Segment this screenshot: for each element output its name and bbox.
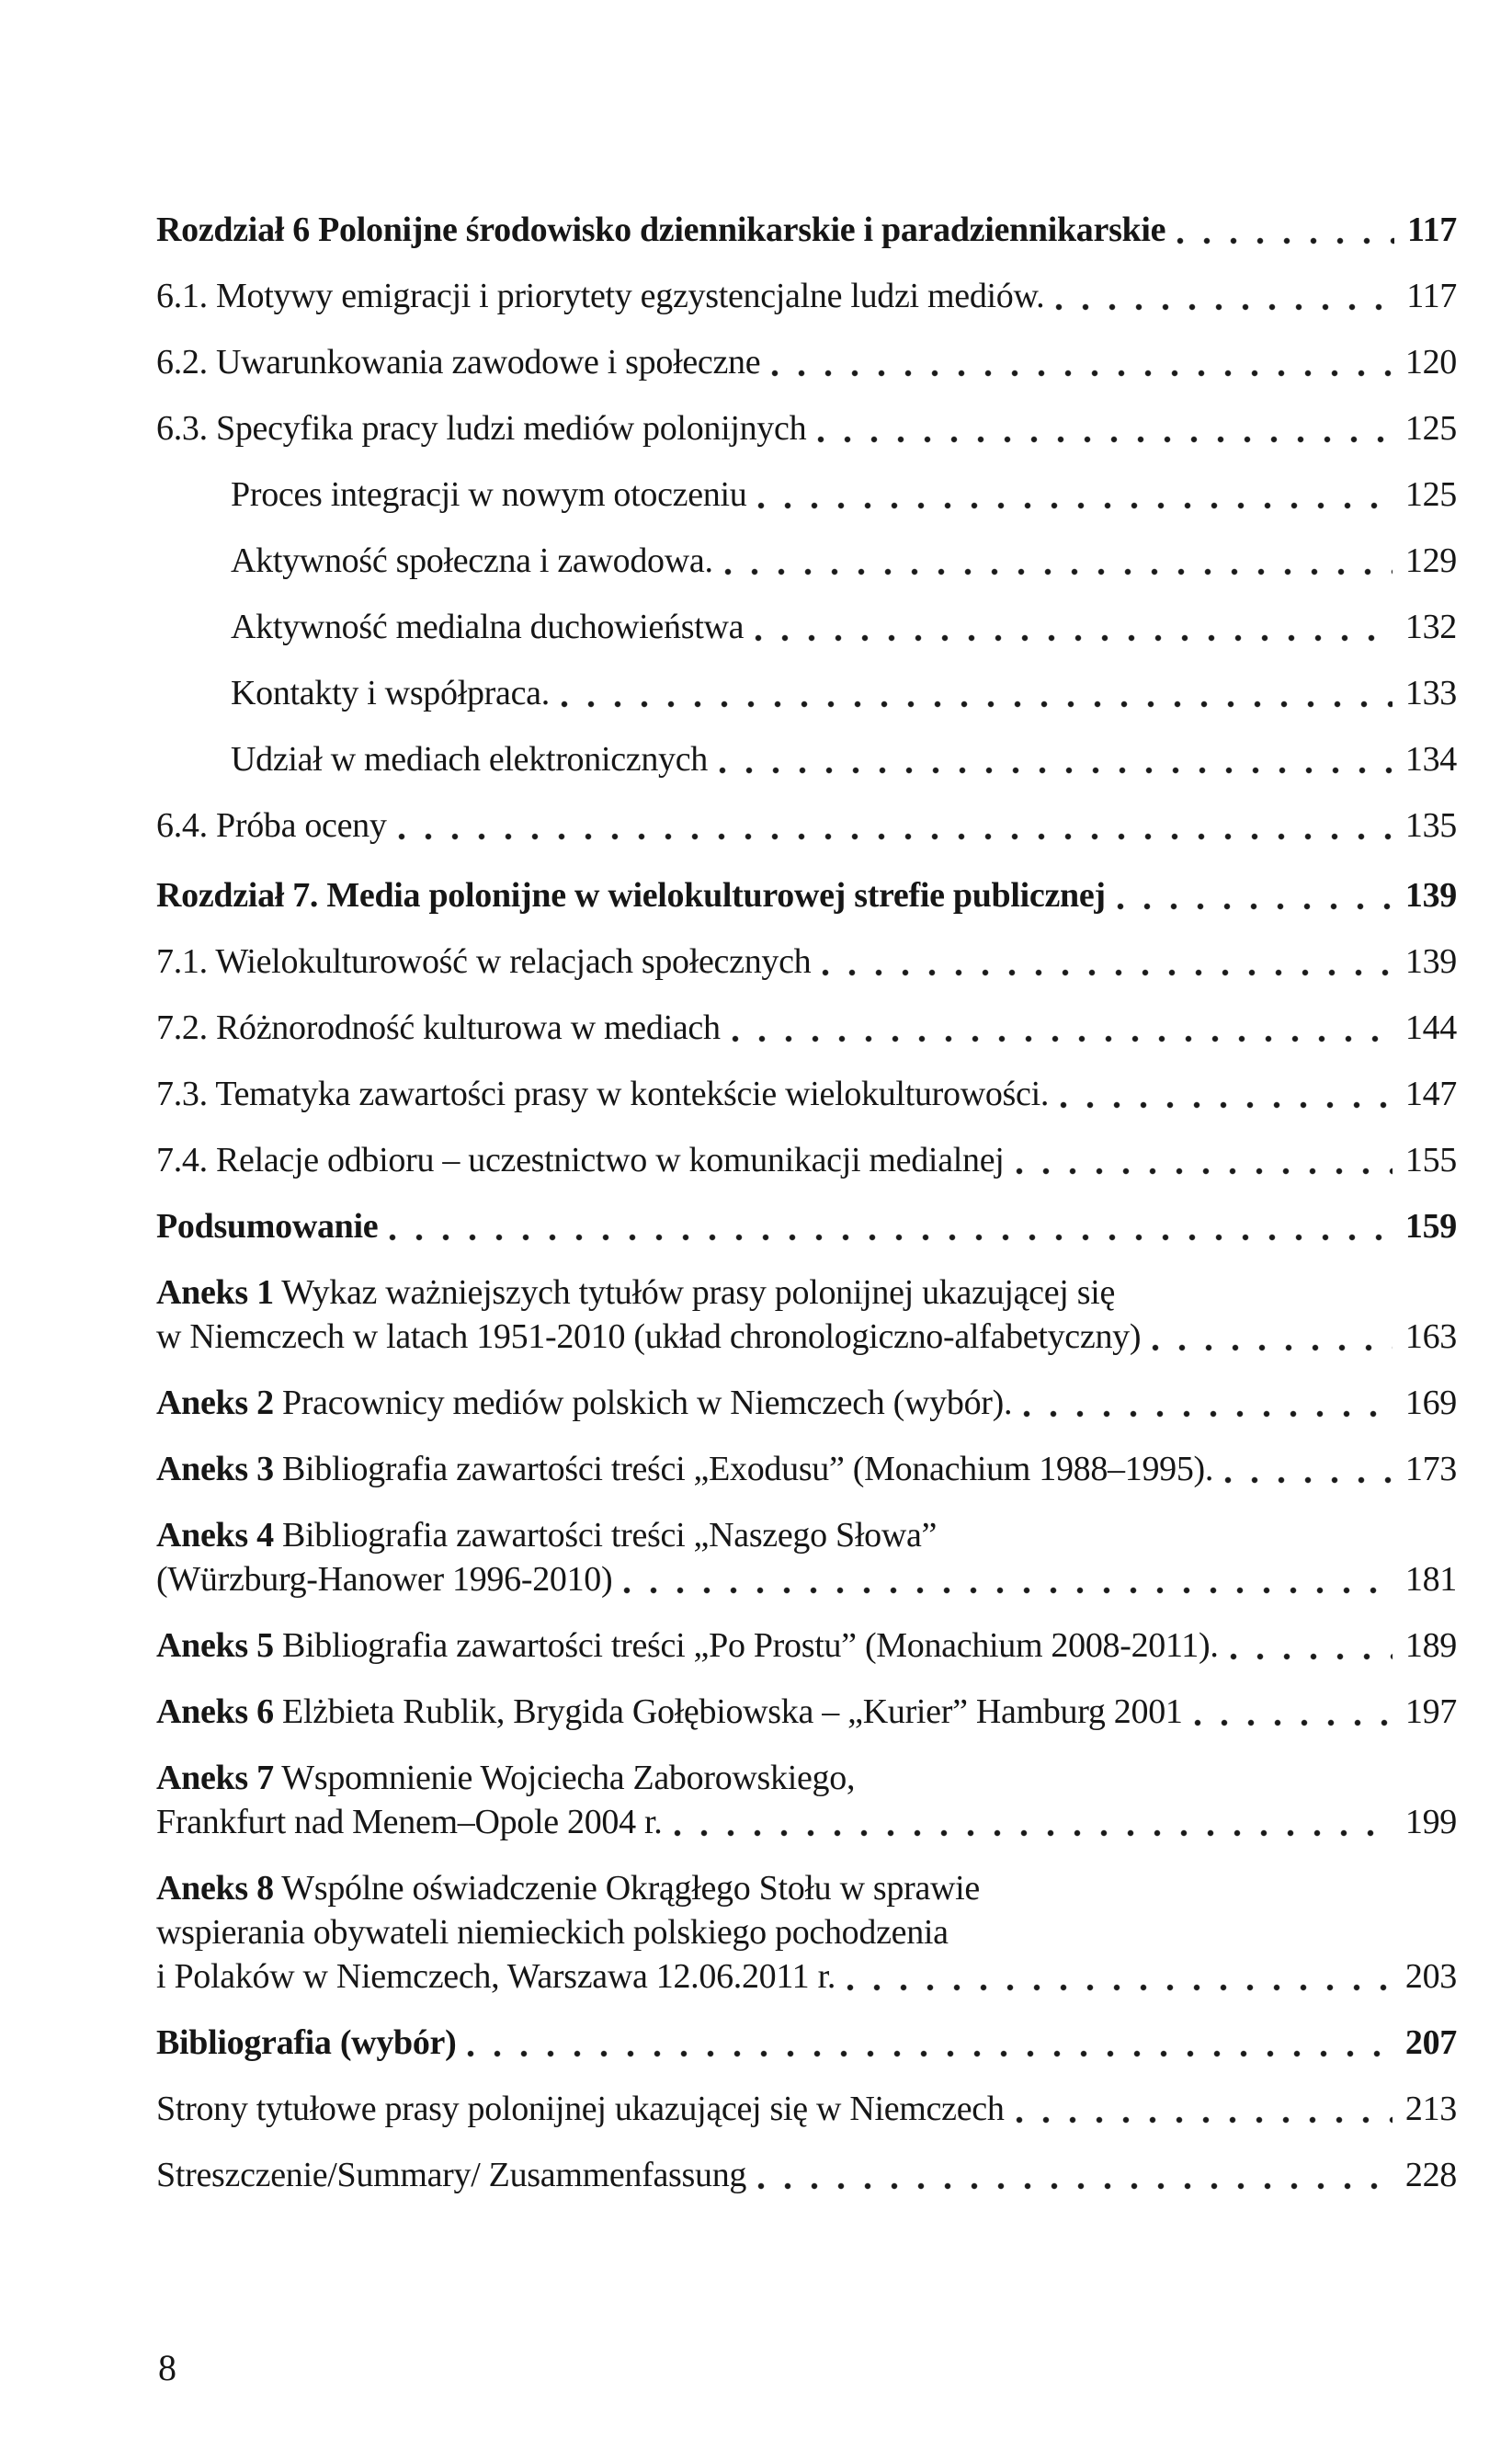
entry-text: wspierania obywateli niemieckich polskiego pochodzenia: [156, 1913, 949, 1952]
entry-text: Strony tytułowe prasy polonijnej ukazującej się w Niemczech: [156, 2090, 1005, 2128]
toc-entry-line: [156, 2021, 1457, 2065]
page-number: 133: [1404, 674, 1457, 712]
dot-leader: [1194, 1690, 1393, 1734]
toc-entry-line: [156, 1513, 1457, 1557]
toc-entry-line: [156, 1072, 1457, 1116]
entry-text: Aneks 5 Bibliografia zawartości treści „Po Prostu” (Monachium 2008-2011).: [156, 1626, 1219, 1665]
page-number: 125: [1404, 475, 1457, 514]
dot-leader: [1055, 274, 1393, 318]
page-number: 125: [1404, 409, 1457, 448]
dot-leader: [1016, 2087, 1393, 2131]
toc-entry-line: [156, 873, 1457, 917]
entry-text: i Polaków w Niemczech, Warszawa 12.06.2011 r.: [156, 1957, 836, 1996]
dot-leader: [561, 671, 1393, 715]
entry-text: [156, 873, 1106, 917]
entry-text: Aneks 8 Wspólne oświadczenie Okrągłego Stołu w sprawie: [156, 1869, 980, 1908]
dot-leader: [724, 539, 1393, 583]
entry-text: Frankfurt nad Menem–Opole 2004 r.: [156, 1803, 663, 1841]
entry-prefix: Aneks 3: [156, 1450, 274, 1488]
dot-leader: [755, 605, 1393, 649]
entry-text: 6.4. Próba oceny: [156, 806, 387, 845]
entry-text: [156, 2021, 456, 2065]
entry-text: 7.2. Różnorodność kulturowa w mediach: [156, 1008, 721, 1047]
toc-subentry-line: [156, 737, 1457, 781]
page-number: 189: [1404, 1626, 1457, 1665]
page-number: 144: [1404, 1008, 1457, 1047]
dot-leader: [674, 1800, 1393, 1844]
toc-entry-line: [156, 1006, 1457, 1050]
entry-text: w Niemczech w latach 1951-2010 (układ chronologiczno-alfabetyczny): [156, 1317, 1142, 1356]
dot-leader: [817, 406, 1393, 450]
page-number: 181: [1404, 1560, 1457, 1599]
folio-page-number: 8: [158, 2347, 176, 2388]
dot-leader: [1016, 1138, 1393, 1182]
toc-entry-continuation: [156, 1910, 1457, 1954]
toc-entry-line: [156, 1381, 1457, 1425]
dot-leader: [1023, 1381, 1393, 1425]
entry-text: 6.2. Uwarunkowania zawodowe i społeczne: [156, 343, 761, 382]
toc-subentry-line: [156, 473, 1457, 517]
toc-entry-line: [156, 2153, 1457, 2197]
page-number: 159: [1404, 1207, 1457, 1246]
dot-leader: [757, 2153, 1393, 2197]
dot-leader: [1152, 1315, 1393, 1359]
entry-text: 7.1. Wielokulturowość w relacjach społecznych: [156, 942, 812, 981]
entry-prefix: Rozdział 6 Polonijne środowisko dziennikarskie i paradziennikarskie: [156, 211, 1166, 249]
entry-prefix: Aneks 4: [156, 1516, 274, 1555]
entry-text: (Würzburg-Hanower 1996-2010): [156, 1560, 613, 1599]
entry-text: Aneks 3 Bibliografia zawartości treści „Exodusu” (Monachium 1988–1995).: [156, 1450, 1214, 1488]
page-number: 228: [1404, 2156, 1457, 2194]
entry-prefix: Rozdział 7. Media polonijne w wielokulturowej strefie publicznej: [156, 876, 1106, 915]
dot-leader: [1230, 1623, 1393, 1668]
page-number: 163: [1404, 1317, 1457, 1356]
dot-leader: [1177, 208, 1394, 252]
page-number: 213: [1404, 2090, 1457, 2128]
toc-entry-line: [156, 1756, 1457, 1800]
toc-entry-line: [156, 1270, 1457, 1315]
toc-entry-line: [156, 1623, 1457, 1668]
dot-leader: [719, 737, 1393, 781]
toc-entry-continuation: [156, 1315, 1457, 1359]
entry-text: 7.4. Relacje odbioru – uczestnictwo w komunikacji medialnej: [156, 1141, 1005, 1179]
entry-prefix: Aneks 7: [156, 1759, 274, 1797]
page-number: 197: [1404, 1692, 1457, 1731]
entry-text: Aneks 4 Bibliografia zawartości treści „Naszego Słowa”: [156, 1516, 938, 1555]
entry-prefix: Aneks 2: [156, 1384, 274, 1422]
entry-text: Aktywność medialna duchowieństwa: [231, 608, 745, 646]
entry-text: Aneks 7 Wspomnienie Wojciecha Zaborowskiego,: [156, 1759, 856, 1797]
page-number: 155: [1404, 1141, 1457, 1179]
toc-entry-line: [156, 274, 1457, 318]
dot-leader: [389, 1204, 1393, 1248]
toc-entry-line: [156, 1447, 1457, 1491]
toc-entry-line: [156, 1866, 1457, 1910]
toc-entry-continuation: [156, 1954, 1457, 1999]
entry-text: Udział w mediach elektronicznych: [231, 740, 709, 779]
toc-entry-line: [156, 2087, 1457, 2131]
page-number: 117: [1406, 211, 1457, 249]
page-number: 207: [1404, 2023, 1457, 2062]
toc-entry-continuation: [156, 1557, 1457, 1601]
page-number: 147: [1404, 1075, 1457, 1113]
dot-leader: [822, 940, 1393, 984]
page-number: 120: [1404, 343, 1457, 382]
toc-entry-line: [156, 1690, 1457, 1734]
entry-text: 7.3. Tematyka zawartości prasy w kontekście wielokulturowości.: [156, 1075, 1050, 1113]
entry-text: Aneks 6 Elżbieta Rublik, Brygida Gołębiowska – „Kurier” Hamburg 2001: [156, 1692, 1183, 1731]
entry-text: Aktywność społeczna i zawodowa.: [231, 541, 713, 580]
dot-leader: [732, 1006, 1393, 1050]
entry-text: 6.1. Motywy emigracji i priorytety egzystencjalne ludzi mediów.: [156, 277, 1045, 315]
page-number: 139: [1404, 876, 1457, 915]
toc-entry-line: [156, 406, 1457, 450]
toc-entry-line: [156, 940, 1457, 984]
toc-entry-line: [156, 803, 1457, 848]
toc-subentry-line: [156, 671, 1457, 715]
dot-leader: [1224, 1447, 1393, 1491]
entry-text: Aneks 1 Wykaz ważniejszych tytułów prasy polonijnej ukazującej się: [156, 1273, 1116, 1312]
page-number: 132: [1404, 608, 1457, 646]
page-number: 169: [1404, 1384, 1457, 1422]
entry-text: Kontakty i współpraca.: [231, 674, 550, 712]
toc-entry-line: [156, 340, 1457, 384]
page-number: 173: [1404, 1450, 1457, 1488]
toc-subentry-line: [156, 539, 1457, 583]
dot-leader: [771, 340, 1393, 384]
entry-text: Proces integracji w nowym otoczeniu: [231, 475, 747, 514]
page-number: 117: [1406, 277, 1457, 315]
entry-text: Streszczenie/Summary/ Zusammenfassung: [156, 2156, 747, 2194]
toc-entry-continuation: [156, 1800, 1457, 1844]
entry-text: 6.3. Specyfika pracy ludzi mediów polonijnych: [156, 409, 807, 448]
entry-prefix: Aneks 8: [156, 1869, 274, 1908]
dot-leader: [757, 473, 1392, 517]
toc-entry-line: [156, 1138, 1457, 1182]
dot-leader: [847, 1954, 1393, 1999]
entry-text: [156, 208, 1165, 252]
page-number: 134: [1404, 740, 1457, 779]
dot-leader: [398, 803, 1393, 848]
entry-prefix: Podsumowanie: [156, 1207, 379, 1246]
dot-leader: [623, 1557, 1393, 1601]
toc-entry-line: [156, 1204, 1457, 1248]
dot-leader: [1117, 873, 1393, 917]
entry-prefix: Aneks 1: [156, 1273, 274, 1312]
page-number: 139: [1404, 942, 1457, 981]
entry-prefix: Bibliografia (wybór): [156, 2023, 457, 2062]
toc-subentry-line: [156, 605, 1457, 649]
toc-entry-line: [156, 208, 1457, 252]
dot-leader: [1060, 1072, 1393, 1116]
page-number: 203: [1404, 1957, 1457, 1996]
entry-text: [156, 1204, 378, 1248]
dot-leader: [467, 2021, 1392, 2065]
page-number: 199: [1404, 1803, 1457, 1841]
entry-prefix: Aneks 5: [156, 1626, 274, 1665]
page-number: 135: [1404, 806, 1457, 845]
page-number: 129: [1404, 541, 1457, 580]
entry-text: Aneks 2 Pracownicy mediów polskich w Niemczech (wybór).: [156, 1384, 1013, 1422]
entry-prefix: Aneks 6: [156, 1692, 274, 1731]
